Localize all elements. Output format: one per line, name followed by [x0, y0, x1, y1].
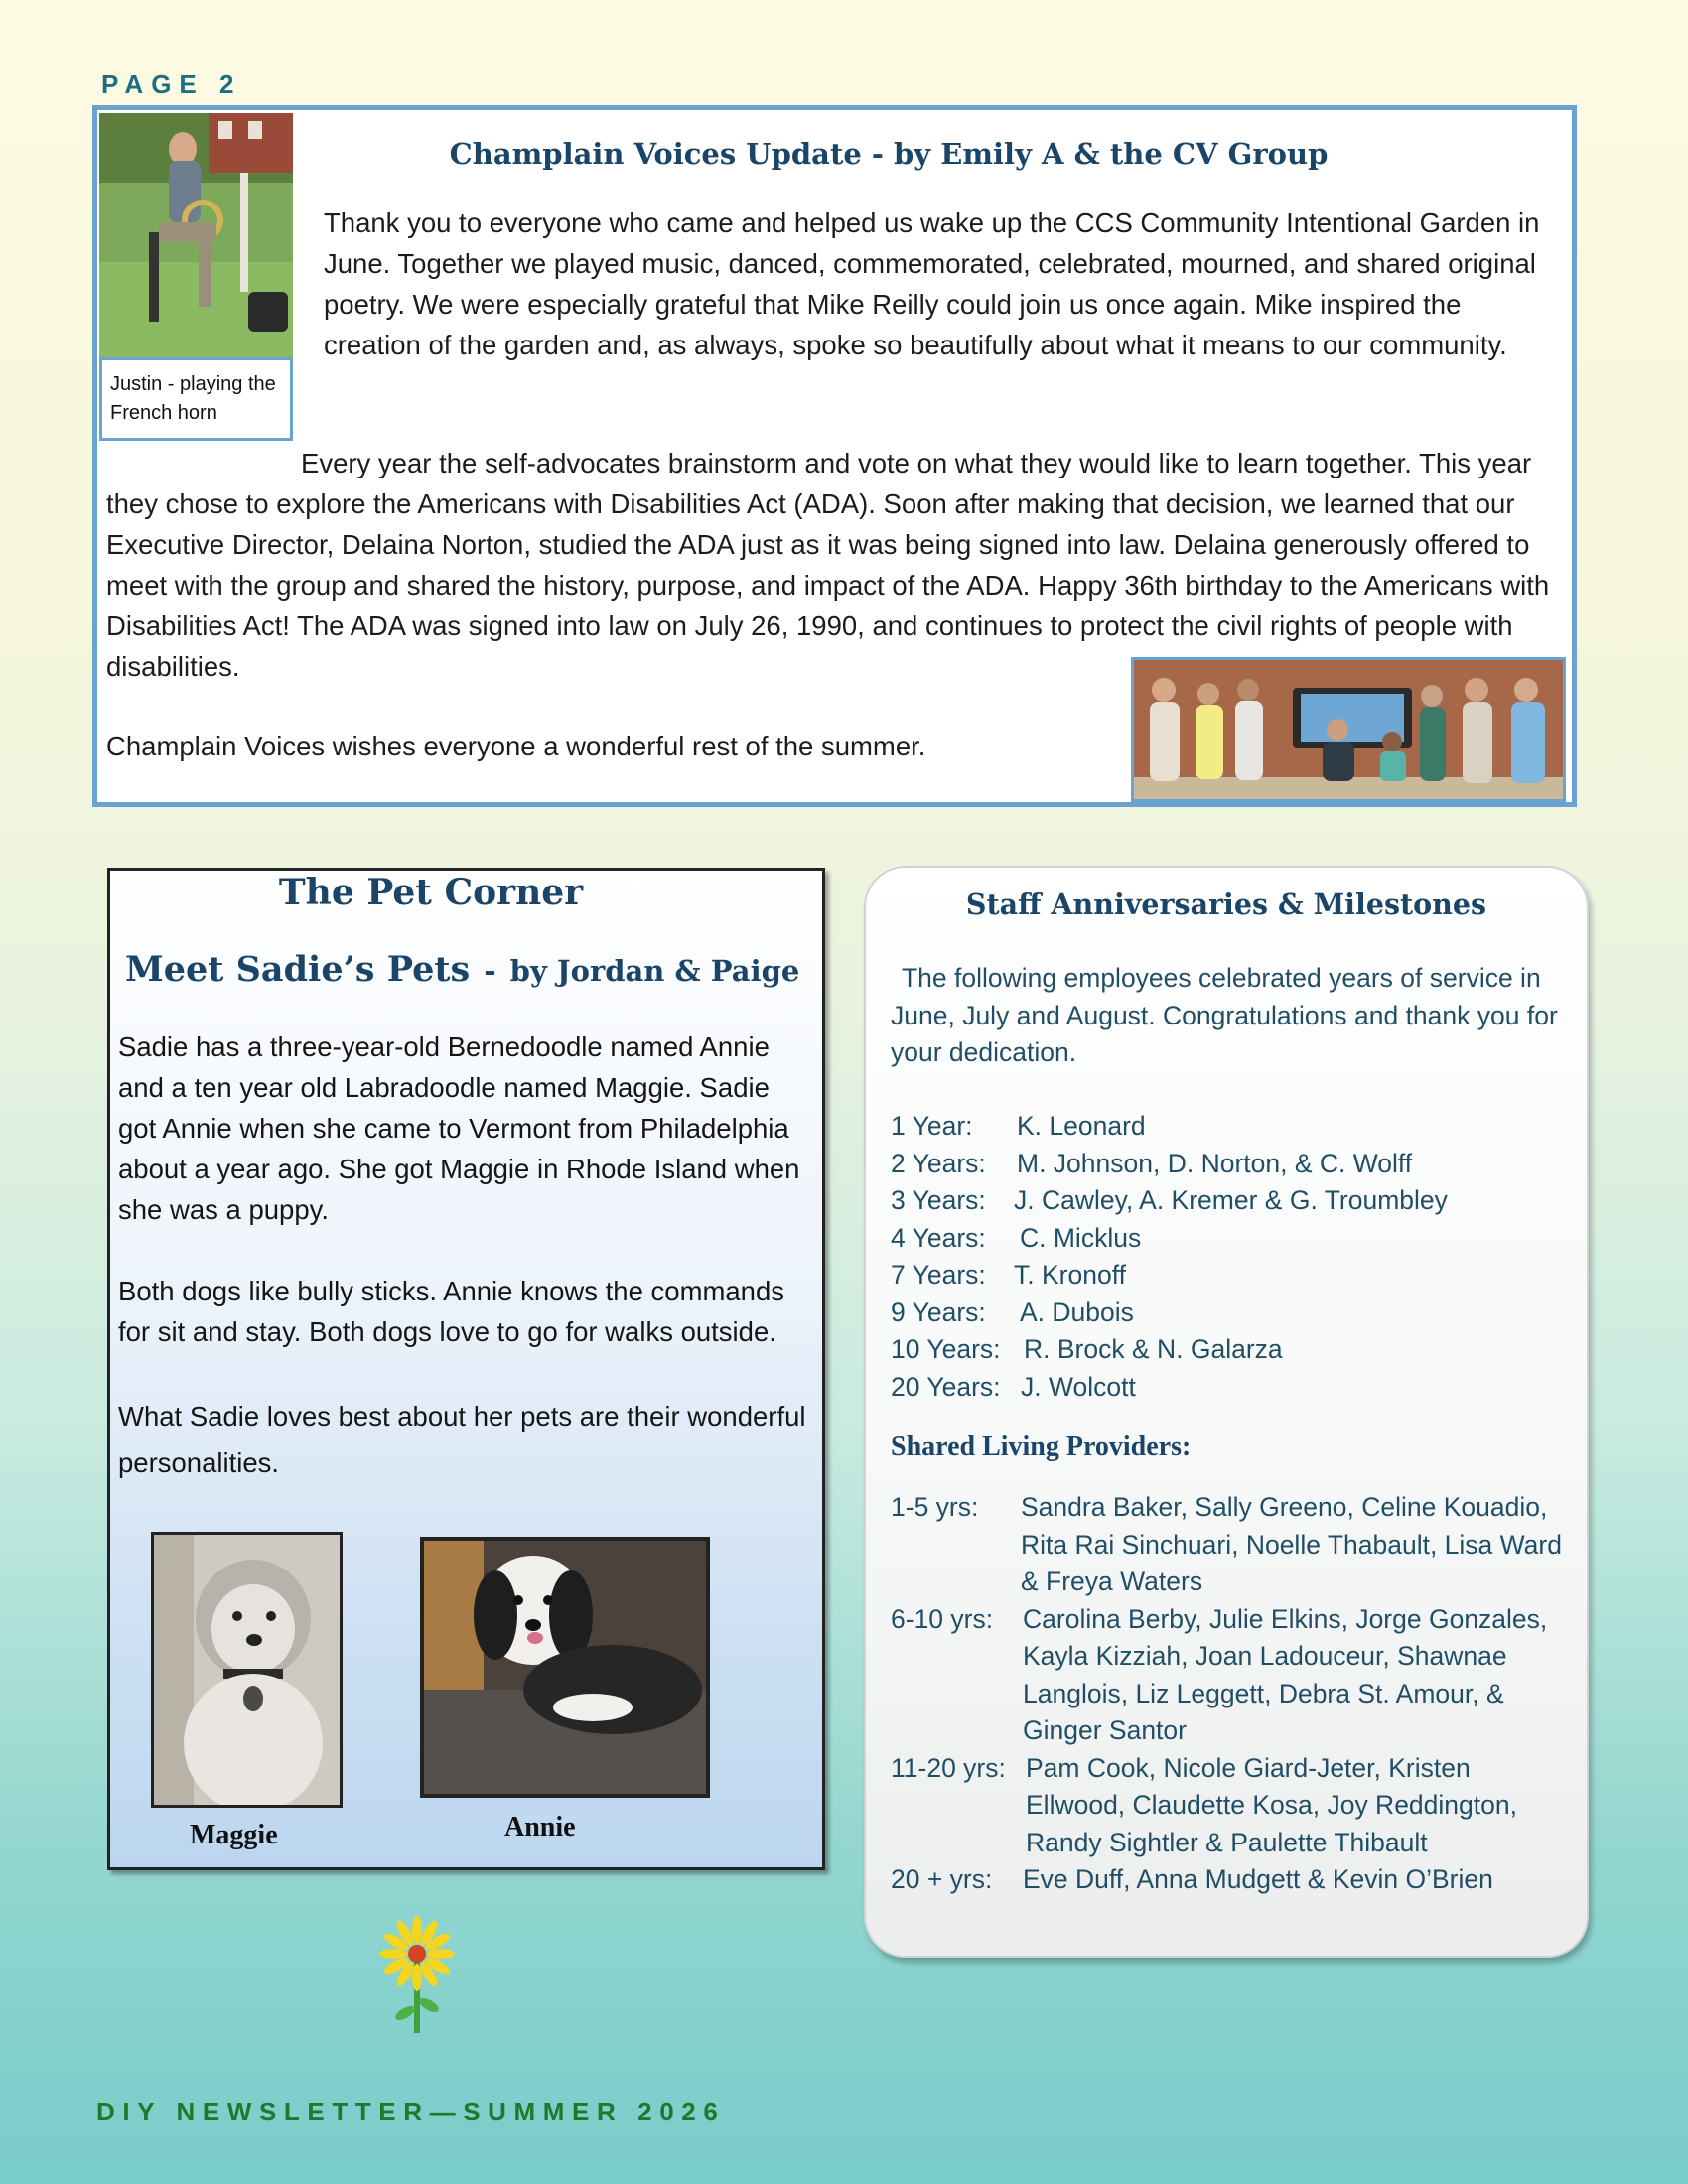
years-of-service-list	[891, 1108, 1576, 1406]
years-label: 9 Years:	[891, 1297, 986, 1327]
years-names: A. Dubois	[1020, 1297, 1134, 1327]
years-label: 7 Years:	[891, 1260, 986, 1290]
list-item	[891, 1257, 1576, 1295]
champlain-paragraph-2	[106, 443, 1566, 687]
photo-justin-french-horn	[99, 113, 293, 357]
list-item	[891, 1146, 1576, 1183]
years-names: K. Leonard	[1017, 1111, 1146, 1141]
years-names: C. Micklus	[1020, 1222, 1142, 1253]
list-item	[891, 1601, 1576, 1750]
shared-living-list	[891, 1489, 1576, 1899]
slp-names: Eve Duff, Anna Mudgett & Kevin O’Brien	[1023, 1864, 1493, 1894]
section-title-champlain: Champlain Voices Update - by Emily A & the CV Group	[449, 137, 1329, 171]
slp-names: Carolina Berby, Julie Elkins, Jorge Gonzales, Kayla Kizziah, Joan Ladouceur, Shawnae Langlois, Liz Leggett, Debra St. Amour, & Ginger Santor	[1023, 1603, 1548, 1745]
years-names: J. Wolcott	[1021, 1371, 1136, 1402]
photo-group-meeting	[1131, 657, 1566, 802]
pet-paragraph-1: Sadie has a three-year-old Bernedoodle named Annie and a ten year old Labradoodle named Maggie. Sadie got Annie when she came to Vermont from Philadelphia about a year ago. She got Maggie in Rhode Island when she was a puppy.	[118, 1031, 800, 1225]
photo-caption: Justin - playing the French horn	[99, 357, 293, 441]
years-names: J. Cawley, A. Kremer & G. Troumbley	[1014, 1185, 1448, 1215]
pet-subtitle-main: Meet Sadie’s Pets	[125, 949, 471, 990]
slp-label: 1-5 yrs:	[891, 1492, 979, 1522]
list-item	[891, 1295, 1576, 1332]
years-label: 2 Years:	[891, 1148, 986, 1178]
years-label: 10 Years:	[891, 1334, 1001, 1364]
footer-newsletter-title: DIY NEWSLETTER—SUMMER 2026	[96, 2097, 726, 2126]
pet-corner-subtitle	[125, 949, 820, 990]
list-item	[891, 1750, 1576, 1862]
photo-caption-maggie: Maggie	[190, 1820, 278, 1850]
slp-label: 6-10 yrs:	[891, 1603, 994, 1634]
pet-subtitle-byline: by Jordan & Paige	[509, 954, 800, 988]
years-label: 1 Year:	[891, 1111, 973, 1141]
page-label: PAGE 2	[101, 69, 242, 99]
pet-paragraph-3: What Sadie loves best about her pets are their wonderful personalities.	[118, 1401, 806, 1478]
staff-intro	[891, 960, 1576, 1072]
slp-names: Pam Cook, Nicole Giard-Jeter, Kristen Ellwood, Claudette Kosa, Joy Reddington, Randy Sightler & Paulette Thibault	[1026, 1752, 1517, 1857]
section-title-staff: Staff Anniversaries & Milestones	[965, 887, 1487, 921]
slp-label: 11-20 yrs:	[891, 1752, 1006, 1783]
years-names: T. Kronoff	[1014, 1260, 1126, 1290]
years-label: 20 Years:	[891, 1371, 1001, 1402]
list-item	[891, 1220, 1576, 1258]
list-item	[891, 1182, 1576, 1220]
list-item	[891, 1369, 1576, 1407]
photo-annie	[420, 1537, 710, 1798]
photo-caption-annie: Annie	[504, 1812, 576, 1843]
pet-paragraph-2: Both dogs like bully sticks. Annie knows the commands for sit and stay. Both dogs love to go for walks outside.	[118, 1276, 785, 1347]
list-item	[891, 1861, 1576, 1899]
champlain-paragraph-3: Champlain Voices wishes everyone a wonderful rest of the summer.	[106, 731, 926, 761]
champlain-paragraph-2-text: Every year the self-advocates brainstorm and vote on what they would like to learn together. This year they chose to explore the Americans with Disabilities Act (ADA). Soon after making that decision, we learned that our Executive Director, Delaina Norton, studied the ADA just as it was being signed into law. Delaina generously offered to meet with the group and shared the history, purpose, and impact of the ADA. Happy 36th birthday to the Americans with Disabilities Act! The ADA was signed into law on July 26, 1990, and continues to protect the civil rights of people with disabilities.	[106, 448, 1550, 682]
photo-maggie	[151, 1532, 343, 1808]
years-names: R. Brock & N. Galarza	[1024, 1334, 1283, 1364]
staff-intro-text: The following employees celebrated years of service in June, July and August. Congratulations and thank you for your dedication.	[891, 963, 1558, 1067]
list-item	[891, 1331, 1576, 1369]
slp-label: 20 + yrs:	[891, 1864, 993, 1894]
years-label: 4 Years:	[891, 1222, 986, 1253]
shared-living-title: Shared Living Providers:	[891, 1432, 1192, 1462]
pet-subtitle-separator: -	[484, 954, 496, 989]
champlain-paragraph-1: Thank you to everyone who came and helped us wake up the CCS Community Intentional Garden in June. Together we played music, danced, commemorated, celebrated, mourned, and shared original poetry. We were especially grateful that Mike Reilly could join us once again. Mike inspired the creation of the garden and, as always, spoke so beautifully about what it means to our community.	[324, 207, 1540, 360]
pet-corner-text	[118, 1026, 813, 1486]
slp-names: Sandra Baker, Sally Greeno, Celine Kouadio, Rita Rai Sinchuari, Noelle Thabault, Lisa Ward & Freya Waters	[1021, 1492, 1562, 1596]
list-item	[891, 1108, 1576, 1146]
section-title-pet-corner: The Pet Corner	[278, 872, 584, 913]
list-item	[891, 1489, 1576, 1601]
flower-icon	[377, 1916, 457, 2040]
years-label: 3 Years:	[891, 1185, 986, 1215]
years-names: M. Johnson, D. Norton, & C. Wolff	[1017, 1148, 1413, 1178]
